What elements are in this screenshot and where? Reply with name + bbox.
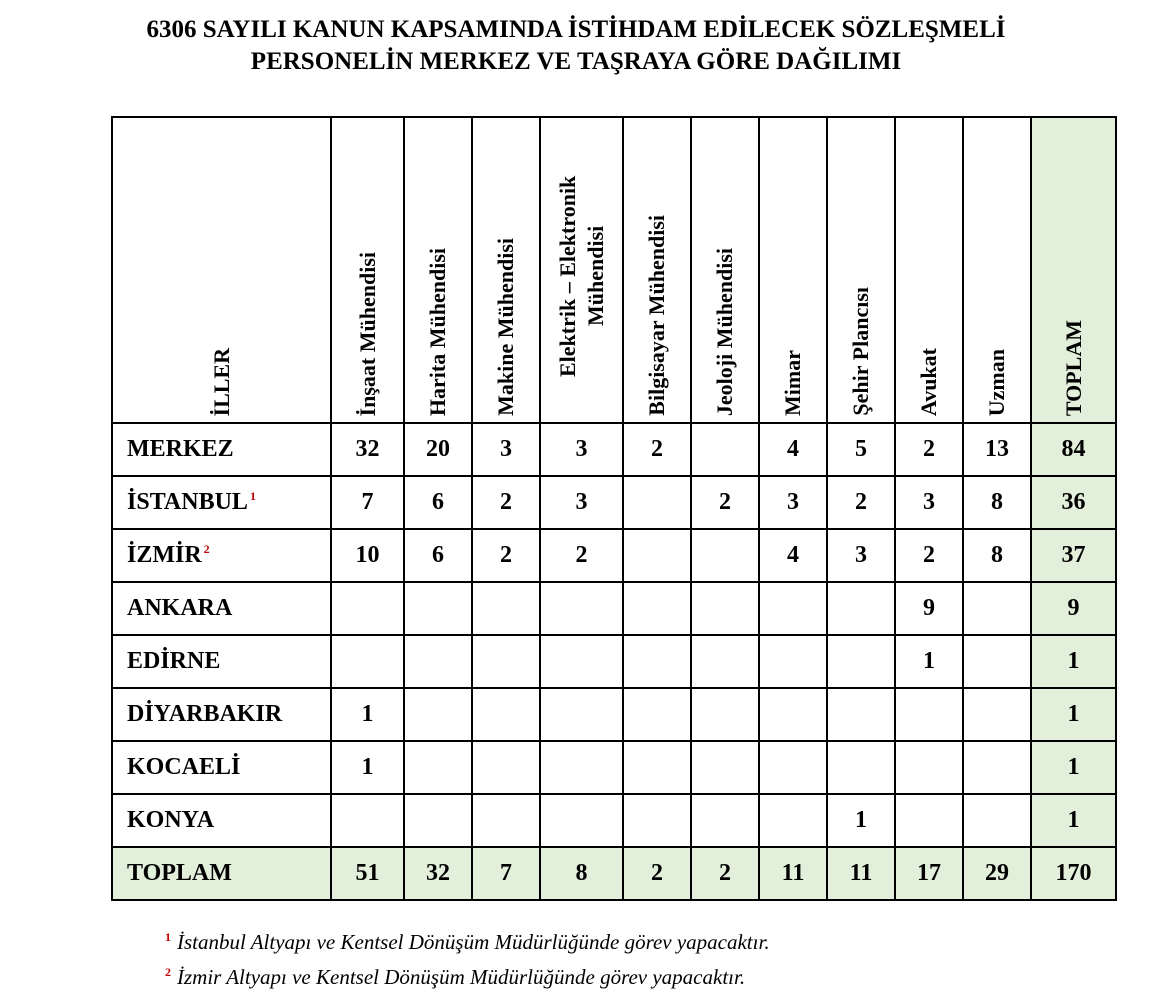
value-cell — [691, 741, 759, 794]
row-total-cell: 1 — [1031, 794, 1116, 847]
total-label: TOPLAM — [127, 860, 232, 886]
table-row — [112, 529, 1116, 582]
header-label: Mimar — [780, 350, 805, 416]
city-name: ANKARA — [127, 595, 233, 621]
value-cell: 3 — [540, 423, 623, 476]
total-row — [112, 847, 1116, 900]
value-cell — [623, 529, 691, 582]
footnote-1 — [165, 922, 770, 957]
footnote-mark: 1 — [165, 930, 171, 944]
value-cell: 2 — [472, 529, 540, 582]
value-cell: 2 — [895, 423, 963, 476]
city-cell — [112, 635, 331, 688]
header-label: İLLER — [208, 347, 234, 416]
value-cell — [623, 582, 691, 635]
value-cell — [895, 688, 963, 741]
value-cell — [691, 794, 759, 847]
value-cell — [827, 688, 895, 741]
row-total-cell: 170 — [1031, 847, 1116, 900]
value-cell — [759, 794, 827, 847]
row-total-cell: 9 — [1031, 582, 1116, 635]
row-total-cell: 36 — [1031, 476, 1116, 529]
value-cell — [895, 741, 963, 794]
header-label: Bilgisayar Mühendisi — [644, 215, 669, 416]
value-cell — [963, 688, 1031, 741]
city-cell — [112, 423, 331, 476]
footnote-mark: 2 — [165, 965, 171, 979]
value-cell: 2 — [691, 847, 759, 900]
header-row — [112, 117, 1116, 423]
value-cell: 2 — [472, 476, 540, 529]
value-cell — [472, 741, 540, 794]
value-cell — [691, 688, 759, 741]
value-cell — [331, 794, 404, 847]
value-cell — [404, 741, 472, 794]
header-label: İnşaat Mühendisi — [354, 251, 380, 416]
document-title — [0, 14, 1152, 78]
value-cell — [963, 741, 1031, 794]
value-cell: 3 — [759, 476, 827, 529]
value-cell — [331, 635, 404, 688]
value-cell — [691, 529, 759, 582]
value-cell: 1 — [331, 741, 404, 794]
table-row — [112, 741, 1116, 794]
value-cell — [691, 582, 759, 635]
table-row — [112, 635, 1116, 688]
table-row — [112, 476, 1116, 529]
city-name: MERKEZ — [127, 436, 234, 462]
city-name: KONYA — [127, 807, 215, 833]
value-cell: 1 — [331, 688, 404, 741]
city-cell — [112, 741, 331, 794]
value-cell: 20 — [404, 423, 472, 476]
value-cell — [540, 794, 623, 847]
header-cell-jeoloji — [691, 117, 759, 423]
city-cell — [112, 794, 331, 847]
value-cell: 2 — [827, 476, 895, 529]
value-cell — [895, 794, 963, 847]
value-cell: 6 — [404, 476, 472, 529]
header-cell-insaat — [331, 117, 404, 423]
value-cell: 5 — [827, 423, 895, 476]
row-total-cell: 1 — [1031, 635, 1116, 688]
value-cell: 2 — [540, 529, 623, 582]
city-name: DİYARBAKIR — [127, 701, 283, 727]
header-cell-mimar — [759, 117, 827, 423]
header-label: Jeoloji Mühendisi — [712, 247, 737, 416]
value-cell: 4 — [759, 529, 827, 582]
city-cell — [112, 688, 331, 741]
value-cell: 7 — [472, 847, 540, 900]
table-row — [112, 582, 1116, 635]
total-label-cell — [112, 847, 331, 900]
header-cell-toplam — [1031, 117, 1116, 423]
header-label: Şehir Plancısı — [848, 287, 873, 416]
header-label: Makine Mühendisi — [493, 238, 518, 416]
footnote-2 — [165, 957, 770, 992]
value-cell — [540, 582, 623, 635]
value-cell — [827, 741, 895, 794]
table-row — [112, 794, 1116, 847]
value-cell: 2 — [691, 476, 759, 529]
value-cell — [759, 635, 827, 688]
value-cell: 2 — [895, 529, 963, 582]
header-cell-harita — [404, 117, 472, 423]
city-name: EDİRNE — [127, 648, 221, 674]
staff-distribution-table — [111, 116, 1117, 901]
value-cell: 3 — [472, 423, 540, 476]
footnote-reference: 1 — [249, 489, 256, 503]
header-label: Uzman — [984, 348, 1009, 416]
value-cell — [759, 582, 827, 635]
value-cell: 9 — [895, 582, 963, 635]
value-cell — [963, 794, 1031, 847]
title-line-2: PERSONELİN MERKEZ VE TAŞRAYA GÖRE DAĞILIMI — [250, 48, 902, 75]
header-cell-sehir-plancisi — [827, 117, 895, 423]
value-cell: 3 — [895, 476, 963, 529]
value-cell: 7 — [331, 476, 404, 529]
value-cell — [472, 582, 540, 635]
header-cell-makine — [472, 117, 540, 423]
value-cell — [404, 688, 472, 741]
value-cell — [404, 635, 472, 688]
value-cell: 8 — [963, 529, 1031, 582]
city-name: İSTANBUL — [127, 489, 248, 515]
footnote-reference: 2 — [203, 542, 210, 556]
value-cell — [404, 794, 472, 847]
value-cell — [623, 476, 691, 529]
value-cell: 2 — [623, 847, 691, 900]
city-cell — [112, 582, 331, 635]
value-cell: 11 — [827, 847, 895, 900]
value-cell — [963, 635, 1031, 688]
value-cell — [472, 635, 540, 688]
table-body — [112, 423, 1116, 900]
value-cell: 1 — [895, 635, 963, 688]
title-line-1: 6306 SAYILI KANUN KAPSAMINDA İSTİHDAM EDİLECEK SÖZLEŞMELİ — [146, 16, 1006, 43]
value-cell — [691, 635, 759, 688]
header-cell-uzman — [963, 117, 1031, 423]
header-label: Harita Mühendisi — [425, 247, 450, 416]
value-cell — [404, 582, 472, 635]
header-label: Elektrik – Elektronik Mühendisi — [554, 175, 608, 377]
value-cell: 13 — [963, 423, 1031, 476]
header-label: TOPLAM — [1060, 319, 1086, 416]
value-cell: 4 — [759, 423, 827, 476]
footnotes — [165, 922, 770, 992]
value-cell — [540, 741, 623, 794]
value-cell: 51 — [331, 847, 404, 900]
footnote-text: İstanbul Altyapı ve Kentsel Dönüşüm Müdürlüğünde görev yapacaktır. — [177, 930, 770, 954]
value-cell — [623, 688, 691, 741]
value-cell: 3 — [540, 476, 623, 529]
value-cell — [623, 741, 691, 794]
header-cell-elektrik — [540, 117, 623, 423]
header-label: Avukat — [916, 347, 941, 416]
value-cell — [472, 688, 540, 741]
row-total-cell: 37 — [1031, 529, 1116, 582]
value-cell — [963, 582, 1031, 635]
value-cell: 6 — [404, 529, 472, 582]
value-cell — [827, 582, 895, 635]
value-cell — [759, 688, 827, 741]
city-name: İZMİR — [127, 542, 202, 568]
value-cell: 32 — [331, 423, 404, 476]
row-total-cell: 1 — [1031, 741, 1116, 794]
header-cell-iller — [112, 117, 331, 423]
value-cell — [623, 635, 691, 688]
footnote-text: İzmir Altyapı ve Kentsel Dönüşüm Müdürlüğünde görev yapacaktır. — [177, 965, 746, 989]
value-cell — [623, 794, 691, 847]
value-cell — [759, 741, 827, 794]
row-total-cell: 84 — [1031, 423, 1116, 476]
header-cell-avukat — [895, 117, 963, 423]
city-cell — [112, 529, 331, 582]
value-cell — [540, 635, 623, 688]
value-cell — [331, 582, 404, 635]
value-cell — [540, 688, 623, 741]
value-cell — [472, 794, 540, 847]
value-cell: 3 — [827, 529, 895, 582]
value-cell — [691, 423, 759, 476]
header-cell-bilgisayar — [623, 117, 691, 423]
value-cell: 29 — [963, 847, 1031, 900]
value-cell: 2 — [623, 423, 691, 476]
row-total-cell: 1 — [1031, 688, 1116, 741]
value-cell: 32 — [404, 847, 472, 900]
value-cell: 1 — [827, 794, 895, 847]
table-row — [112, 688, 1116, 741]
city-cell — [112, 476, 331, 529]
value-cell — [827, 635, 895, 688]
value-cell: 8 — [963, 476, 1031, 529]
table-row — [112, 423, 1116, 476]
value-cell: 10 — [331, 529, 404, 582]
value-cell: 11 — [759, 847, 827, 900]
value-cell: 8 — [540, 847, 623, 900]
value-cell: 17 — [895, 847, 963, 900]
city-name: KOCAELİ — [127, 754, 241, 780]
